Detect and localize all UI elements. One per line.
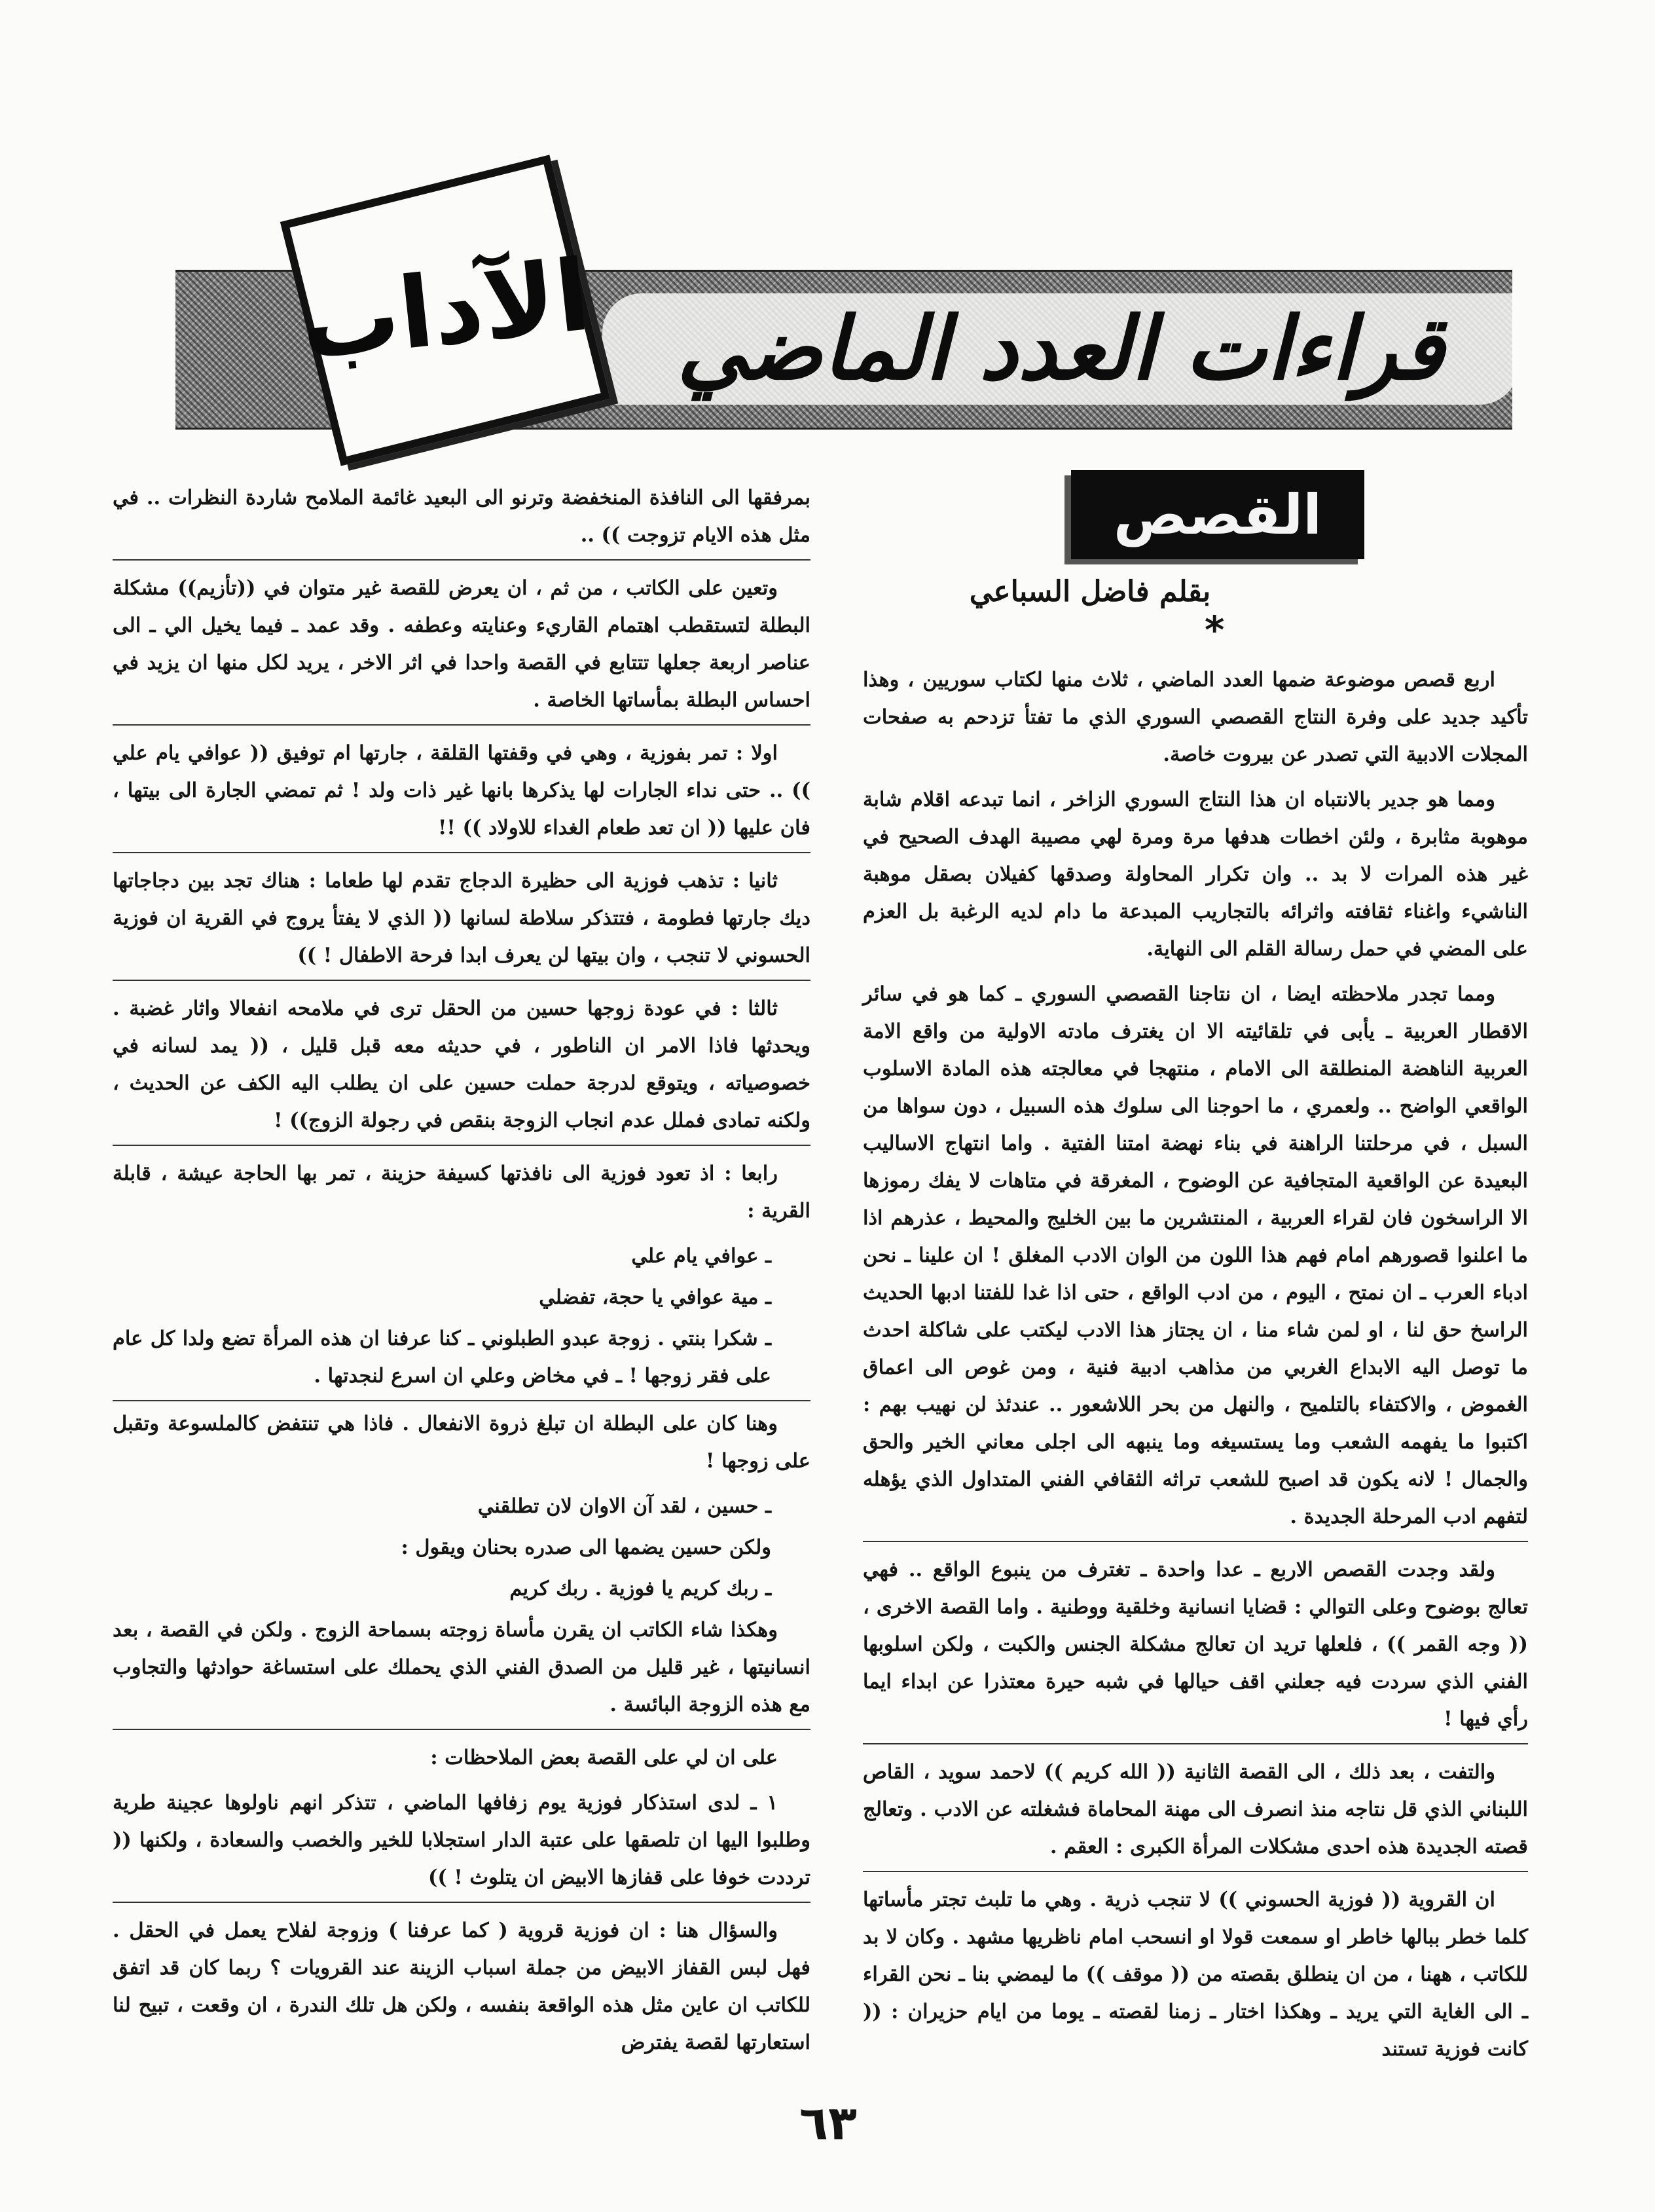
paragraph: والتفت ، بعد ذلك ، الى القصة الثانية (( الله كريم )) لاحمد سويد ، القاص اللبناني الذي قل نتاجه منذ انصرف الى مهنة المحاماة فشغلته عن الادب . وتعالج قصته الجديدة هذه احدى مشكلات المرأة الكبرى : العقم . [863, 1754, 1528, 1872]
section-label: القصص [1113, 483, 1322, 547]
masthead-title: قراءات العدد الماضي [602, 293, 1519, 405]
paragraph: اربع قصص موضوعة ضمها العدد الماضي ، ثلاث منها لكتاب سوريين ، وهذا تأكيد جديد على وفرة النتاج القصصي السوري الذي ما تفتأ تزدحم به صفحات المجلات الادبية التي تصدر عن بيروت خاصة. [863, 668, 1528, 766]
paragraph: ومما هو جدير بالانتباه ان هذا النتاج السوري الزاخر ، انما تبدعه اقلام شابة موهوبة مثابرة ، ولئن اخطات هدفها مرة ومرة لهي مصيبة الهدف الصحيح في غير هذه المرات لا بد .. وان تكرار المحاولة وصدقها كفيلان بصقل موهبة الناشيء واغناء ثقافته واثرائه بالتجاريب المبدعة ما دام لديه الرغبة بل العزم على المضي في حمل رسالة القلم الى النهاية. [863, 788, 1528, 961]
paragraph: ثالثا : في عودة زوجها حسين من الحقل ترى في ملامحه انفعالا واثار غضبة . ويحدثها فاذا الامر ان الناطور ، في حديثه معه قبل قليل ، (( يمد لسانه في خصوصياته ، ويتوقع لدرجة حملت حسين على ان يطلب اليه الكف عن الحديث ، ولكنه تمادى فملل عدم انجاب الزوجة بنقص في رجولة الزوج)) ! [113, 990, 810, 1146]
section-header [1071, 470, 1364, 559]
page-number: ٦٣ [799, 2095, 857, 2150]
dialogue-line: ـ مية عوافي يا حجة، تفضلي [539, 1285, 771, 1309]
paragraph: اولا : تمر بفوزية ، وهي في وقفتها القلقة ، جارتها ام توفيق (( عوافي يام علي )) .. حتى نداء الجارات لها يذكرها بانها غير ذات ولد ! ثم تمضي الجارة الى بيتها ، فان عليها (( ان تعد طعام الغداء للاولاد )) !! [113, 735, 810, 853]
dialogue-line: ـ شكرا بنتي . زوجة عبدو الطبلوني ـ كنا عرفنا ان هذه المرأة تضع ولدا كل عام على فقر زوجها ! ـ في مخاض وعلي ان اسرع لنجدتها . [113, 1320, 810, 1401]
dialogue-line: ـ حسين ، لقد آن الاوان لان تطلقني [477, 1494, 771, 1518]
paragraph: بمرفقها الى النافذة المنخفضة وترنو الى البعيد غائمة الملامح شاردة النظرات .. في مثل هذه الايام تزوجت )) .. [113, 479, 810, 561]
paragraph: رابعا : اذ تعود فوزية الى نافذتها كسيفة حزينة ، تمر بها الحاجة عيشة ، قابلة القرية : [113, 1162, 810, 1223]
dialogue-line: ـ ربك كريم يا فوزية . ربك كريم [509, 1577, 771, 1600]
paragraph: والسؤال هنا : ان فوزية قروية ( كما عرفنا ) وزوجة لفلاح يعمل في الحقل . فهل لبس القفاز الابيض من جملة اسباب الزينة عند القرويات ؟ ربما كان قد اتفق للكاتب ان عاين مثل هذه الواقعة بنفسه ، ولكن هل تلك الندرة ، ان وقعت ، تبيح لنا استعارتها لقصة يفترض [113, 1919, 811, 2054]
masthead-badge-text: الآداب [295, 238, 596, 382]
dialogue-line: ولكن حسين يضمها الى صدره بحنان ويقول : [401, 1536, 771, 1559]
paragraph: على ان لي على القصة بعض الملاحظات : [430, 1746, 778, 1769]
paragraph: وهكذا شاء الكاتب ان يقرن مأساة زوجته بسماحة الزوج . ولكن في القصة ، بعد انسانيتها ، غير قليل من الصدق الفني الذي يحملك على استساغة حوادثها والتجاوب مع هذه الزوجة البائسة . [113, 1612, 810, 1730]
paragraph: ثانيا : تذهب فوزية الى حظيرة الدجاج تقدم لها طعاما : هناك تجد بين دجاجاتها ديك جارتها فطومة ، فتتذكر سلاطة لسانها (( الذي لا يفتأ يروج في القرية ان فوزية الحسوني لا تنجب ، وان بيتها لن يعرف ابدا فرحة الاطفال ! )) [113, 862, 810, 981]
paragraph: وهنا كان على البطلة ان تبلغ ذروة الانفعال . فاذا هي تنتفض كالملسوعة وتقبل على زوجها ! [113, 1412, 810, 1473]
paragraph: ان القروية (( فوزية الحسوني )) لا تنجب ذرية . وهي ما تلبث تجتر مأساتها كلما خطر ببالها خاطر او سمعت قولا او انسحب امام ناظريها مشهد . وكان لا بد للكاتب ، ههنا ، من ان ينطلق بقصته من (( موقف )) ما ليمضي بنا ـ نحن القراء ـ الى الغاية التي يريد ـ وهكذا اختار ـ زمنا لقصته ـ يوما من ايام حزيران : (( كانت فوزية تستند [863, 1888, 1528, 2061]
byline: بقلم فاضل السباعي [969, 575, 1211, 608]
paragraph: وتعين على الكاتب ، من ثم ، ان يعرض للقصة غير متوان في ((تأزيم)) مشكلة البطلة لتستقطب اهتمام القاريء وعنايته وعطفه . وقد عمد ـ فيما يخيل الي ـ الى عناصر اربعة جعلها تتتابع في القصة واحدا في اثر الاخر ، يريد لكل منها ان يزيد في احساس البطلة بمأساتها الخاصة . [113, 570, 810, 726]
paragraph: ١ ـ لدى استذكار فوزية يوم زفافها الماضي ، تتذكر انهم ناولوها عجينة طرية وطلبوا اليها ان تلصقها على عتبة الدار استجلابا للخير والخصب والسعادة ، ولكنها (( ترددت خوفا على قفازها الابيض ان يتلوث ! )) [113, 1784, 810, 1903]
paragraph: ومما تجدر ملاحظته ايضا ، ان نتاجنا القصصي السوري ـ كما هو في سائر الاقطار العربية ـ يأبى في تلقائيته الا ان يغترف مادته الاولية من واقع الامة العربية الناهضة المنطلقة الى الامام ، منتهجا في معالجته هذه المادة الاسلوب الواقعي الواضح .. ولعمري ، ما احوجنا الى سلوك هذه السبيل ، دون سواها من السبل ، في مرحلتنا الراهنة في بناء نهضة امتنا الفتية . واما انتهاج الاساليب البعيدة عن الواقعية المتجافية عن الوضوح ، المغرقة في متاهات لا يفك رموزها الا الراسخون فان لقراء العربية ، المنتشرين ما بين الخليج والمحيط ، عذرهم اذا ما اعلنوا قصورهم امام فهم هذا اللون من الوان الادب المغلق ! ان علينا ـ نحن ادباء العرب ـ ان نمتح ، اليوم ، من ادب الواقع ، حتى اذا غدا للفتنا ادبها الحديث الراسخ حق لنا ، او لمن شاء منا ، ان يجتاز هذا الادب ليكتب على شاكلة احدث ما توصل اليه الابداع الغربي من مذاهب ادبية فنية ، ومن غوص الى اعماق الغموض ، والاكتفاء بالتلميح ، والنهل من بحر اللاشعور .. عندئذ لن نهيب بهم : اكتبوا ما يفهمه الشعب وما يستسيغه وما ينبهه الى اجلى معاني الخير والحق والجمال ! لانه يكون قد اصبح للشعب تراثه الثقافي الفني المتداول الذي يؤهله لتفهم ادب المرحلة الجديدة . [863, 976, 1528, 1542]
separator-star: * [1205, 608, 1225, 652]
right-column [863, 661, 1528, 2076]
left-column [113, 479, 810, 2069]
paragraph: ولقد وجدت القصص الاربع ـ عدا واحدة ـ تغترف من ينبوع الواقع .. فهي تعالج بوضوح وعلى التوالي : قضايا انسانية وخلقية ووطنية . واما القصة الاخرى ، (( وجه القمر )) ، فلعلها تريد ان تعالج مشكلة الجنس والكبت ، ولكن اسلوبها الفني الذي سردت فيه جعلني اقف حيالها في شبه حيرة معتذرا عن ابداء ايما رأي فيها ! [863, 1551, 1528, 1744]
dialogue-line: ـ عوافي يام علي [631, 1244, 771, 1268]
